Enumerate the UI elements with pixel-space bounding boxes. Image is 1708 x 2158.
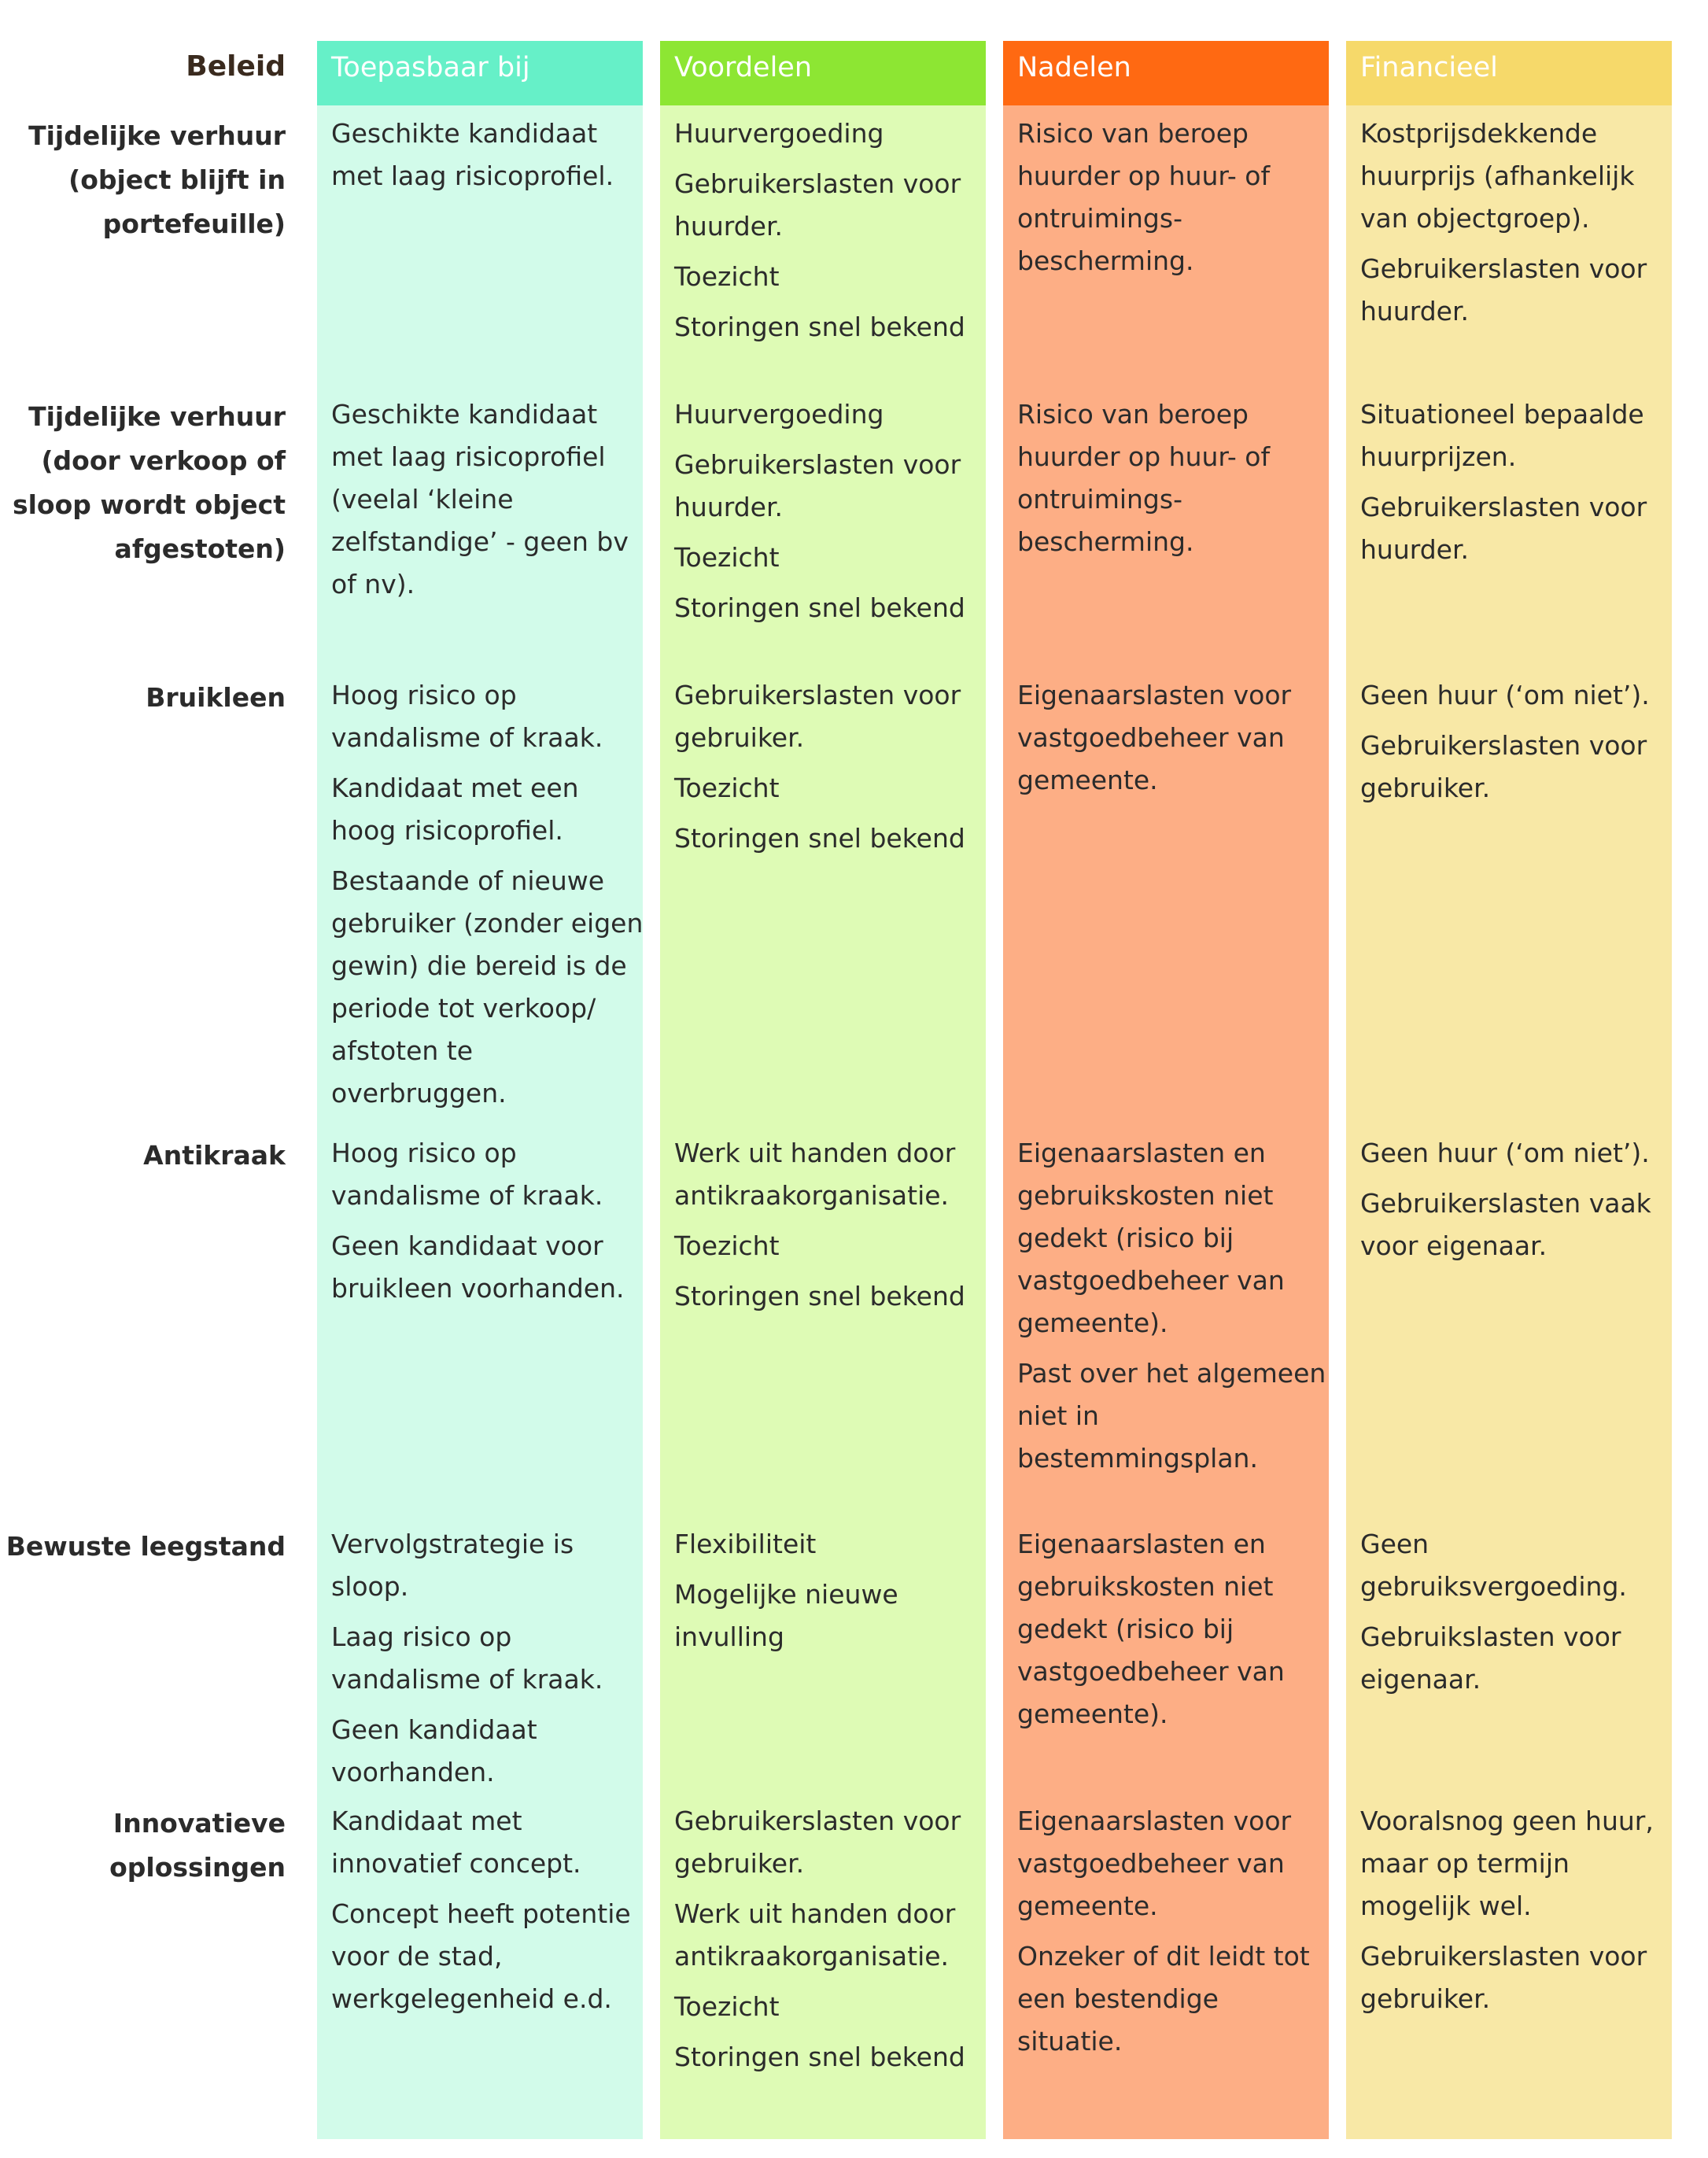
cell-item: Gebruikerslasten voor gebruiker. — [674, 680, 961, 753]
policy-column-header: Beleid — [186, 50, 286, 83]
cell-item: Geschikte kandidaat met laag risicoprofiel (veelal ‘kleine zelfstandige’ - geen bv of nv). — [331, 399, 629, 599]
cell-item: Eigenaarslasten en gebruikskosten niet gedekt (risico bij vastgoedbeheer van gemeente). — [1017, 1138, 1285, 1338]
cell-item: Kandidaat met innovatief concept. — [331, 1806, 581, 1879]
cell-item: Risico van beroep huurder op huur- of ontruimings-bescherming. — [1017, 399, 1271, 557]
table-cell-advantages — [674, 674, 987, 868]
row-label: Bewuste leegstand — [6, 1531, 286, 1562]
cell-item: Geen huur (‘om niet’). — [1360, 1138, 1650, 1168]
table-cell-disadvantages — [1017, 1132, 1330, 1488]
table-cell-advantages — [674, 113, 987, 356]
cell-item: Eigenaarslasten voor vastgoedbeheer van gemeente. — [1017, 1806, 1292, 1921]
cell-item: Gebruikerslasten voor huurder. — [1360, 253, 1647, 326]
table-cell-advantages — [674, 1800, 987, 2086]
cell-item: Hoog risico op vandalisme of kraak. — [331, 1138, 603, 1211]
cell-item: Risico van beroep huurder op huur- of ontruimings-bescherming. — [1017, 118, 1271, 276]
cell-item: Gebruikerslasten voor huurder. — [1360, 492, 1647, 565]
table-cell-disadvantages — [1017, 393, 1330, 571]
cell-item: Werk uit handen door antikraakorganisatie. — [674, 1898, 956, 1972]
cell-item: Geen huur (‘om niet’). — [1360, 680, 1650, 710]
cell-item: Storingen snel bekend — [674, 592, 965, 623]
table-cell-applicable — [331, 393, 644, 614]
table-cell-financial — [1360, 113, 1673, 341]
table-cell-disadvantages — [1017, 1800, 1330, 2071]
table-cell-applicable — [331, 674, 644, 1123]
cell-item: Huurvergoeding — [674, 399, 884, 430]
cell-item: Concept heeft potentie voor de stad, werkgelegenheid e.d. — [331, 1898, 631, 2014]
cell-item: Laag risico op vandalisme of kraak. — [331, 1621, 603, 1695]
table-cell-financial — [1360, 674, 1673, 817]
column-header-financial: Financieel — [1346, 41, 1672, 105]
cell-item: Geen kandidaat voor bruikleen voorhanden. — [331, 1230, 625, 1304]
cell-item: Gebruikerslasten voor huurder. — [674, 168, 961, 242]
table-cell-applicable — [331, 113, 644, 205]
row-label: Tijdelijke verhuur (door verkoop of sloop wordt object afgestoten) — [12, 401, 286, 564]
cell-item: Huurvergoeding — [674, 118, 884, 149]
row-label: Bruikleen — [146, 682, 286, 713]
row-label: Innovatieve oplossingen — [109, 1808, 286, 1883]
cell-item: Vervolgstrategie is sloop. — [331, 1529, 574, 1602]
cell-item: Flexibiliteit — [674, 1529, 817, 1559]
cell-item: Mogelijke nieuwe invulling — [674, 1579, 898, 1652]
cell-item: Storingen snel bekend — [674, 823, 965, 854]
table-cell-financial — [1360, 1132, 1673, 1275]
cell-item: Eigenaarslasten voor vastgoedbeheer van gemeente. — [1017, 680, 1292, 795]
cell-item: Past over het algemeen niet in bestemmingsplan. — [1017, 1358, 1326, 1474]
cell-item: Gebruikerslasten voor gebruiker. — [1360, 1941, 1647, 2014]
cell-item: Geschikte kandidaat met laag risicoprofiel. — [331, 118, 614, 191]
cell-item: Gebruikerslasten vaak voor eigenaar. — [1360, 1188, 1651, 1261]
cell-item: Kandidaat met een hoog risicoprofiel. — [331, 773, 579, 846]
cell-item: Situationeel bepaalde huurprijzen. — [1360, 399, 1644, 472]
table-cell-disadvantages — [1017, 1523, 1330, 1743]
table-cell-financial — [1360, 1523, 1673, 1709]
table-cell-advantages — [674, 1132, 987, 1326]
table-cell-financial — [1360, 1800, 1673, 2028]
table-cell-financial — [1360, 393, 1673, 579]
cell-item: Storingen snel bekend — [674, 2042, 965, 2072]
table-cell-advantages — [674, 393, 987, 637]
table-cell-applicable — [331, 1800, 644, 2028]
cell-item: Toezicht — [674, 261, 780, 292]
cell-item: Toezicht — [674, 773, 780, 803]
row-label: Tijdelijke verhuur (object blijft in portefeuille) — [28, 120, 286, 239]
cell-item: Kostprijsdekkende huurprijs (afhankelijk van objectgroep). — [1360, 118, 1635, 234]
cell-item: Onzeker of dit leidt tot een bestendige situatie. — [1017, 1941, 1310, 2057]
cell-item: Gebruikerslasten voor huurder. — [674, 449, 961, 522]
row-label: Antikraak — [143, 1140, 286, 1171]
column-header-disadvantages: Nadelen — [1003, 41, 1329, 105]
cell-item: Eigenaarslasten en gebruikskosten niet gedekt (risico bij vastgoedbeheer van gemeente). — [1017, 1529, 1285, 1729]
cell-item: Storingen snel bekend — [674, 312, 965, 342]
cell-item: Gebruikerslasten voor gebruiker. — [674, 1806, 961, 1879]
table-cell-applicable — [331, 1132, 644, 1318]
table-cell-disadvantages — [1017, 113, 1330, 290]
table-cell-disadvantages — [1017, 674, 1330, 810]
cell-item: Geen gebruiksvergoeding. — [1360, 1529, 1627, 1602]
cell-item: Hoog risico op vandalisme of kraak. — [331, 680, 603, 753]
cell-item: Geen kandidaat voorhanden. — [331, 1714, 537, 1787]
column-header-applicable: Toepasbaar bij — [317, 41, 643, 105]
cell-item: Toezicht — [674, 542, 780, 573]
table-cell-advantages — [674, 1523, 987, 1666]
cell-item: Toezicht — [674, 1230, 780, 1261]
column-header-advantages: Voordelen — [660, 41, 986, 105]
cell-item: Storingen snel bekend — [674, 1281, 965, 1311]
cell-item: Gebruikslasten voor eigenaar. — [1360, 1621, 1621, 1695]
cell-item: Bestaande of nieuwe gebruiker (zonder eigen gewin) die bereid is de periode tot verkoop/ afstoten te overbruggen. — [331, 865, 644, 1109]
cell-item: Gebruikerslasten voor gebruiker. — [1360, 730, 1647, 803]
cell-item: Vooralsnog geen huur, maar op termijn mogelijk wel. — [1360, 1806, 1654, 1921]
cell-item: Werk uit handen door antikraakorganisatie. — [674, 1138, 956, 1211]
cell-item: Toezicht — [674, 1991, 780, 2022]
table-cell-applicable — [331, 1523, 644, 1802]
